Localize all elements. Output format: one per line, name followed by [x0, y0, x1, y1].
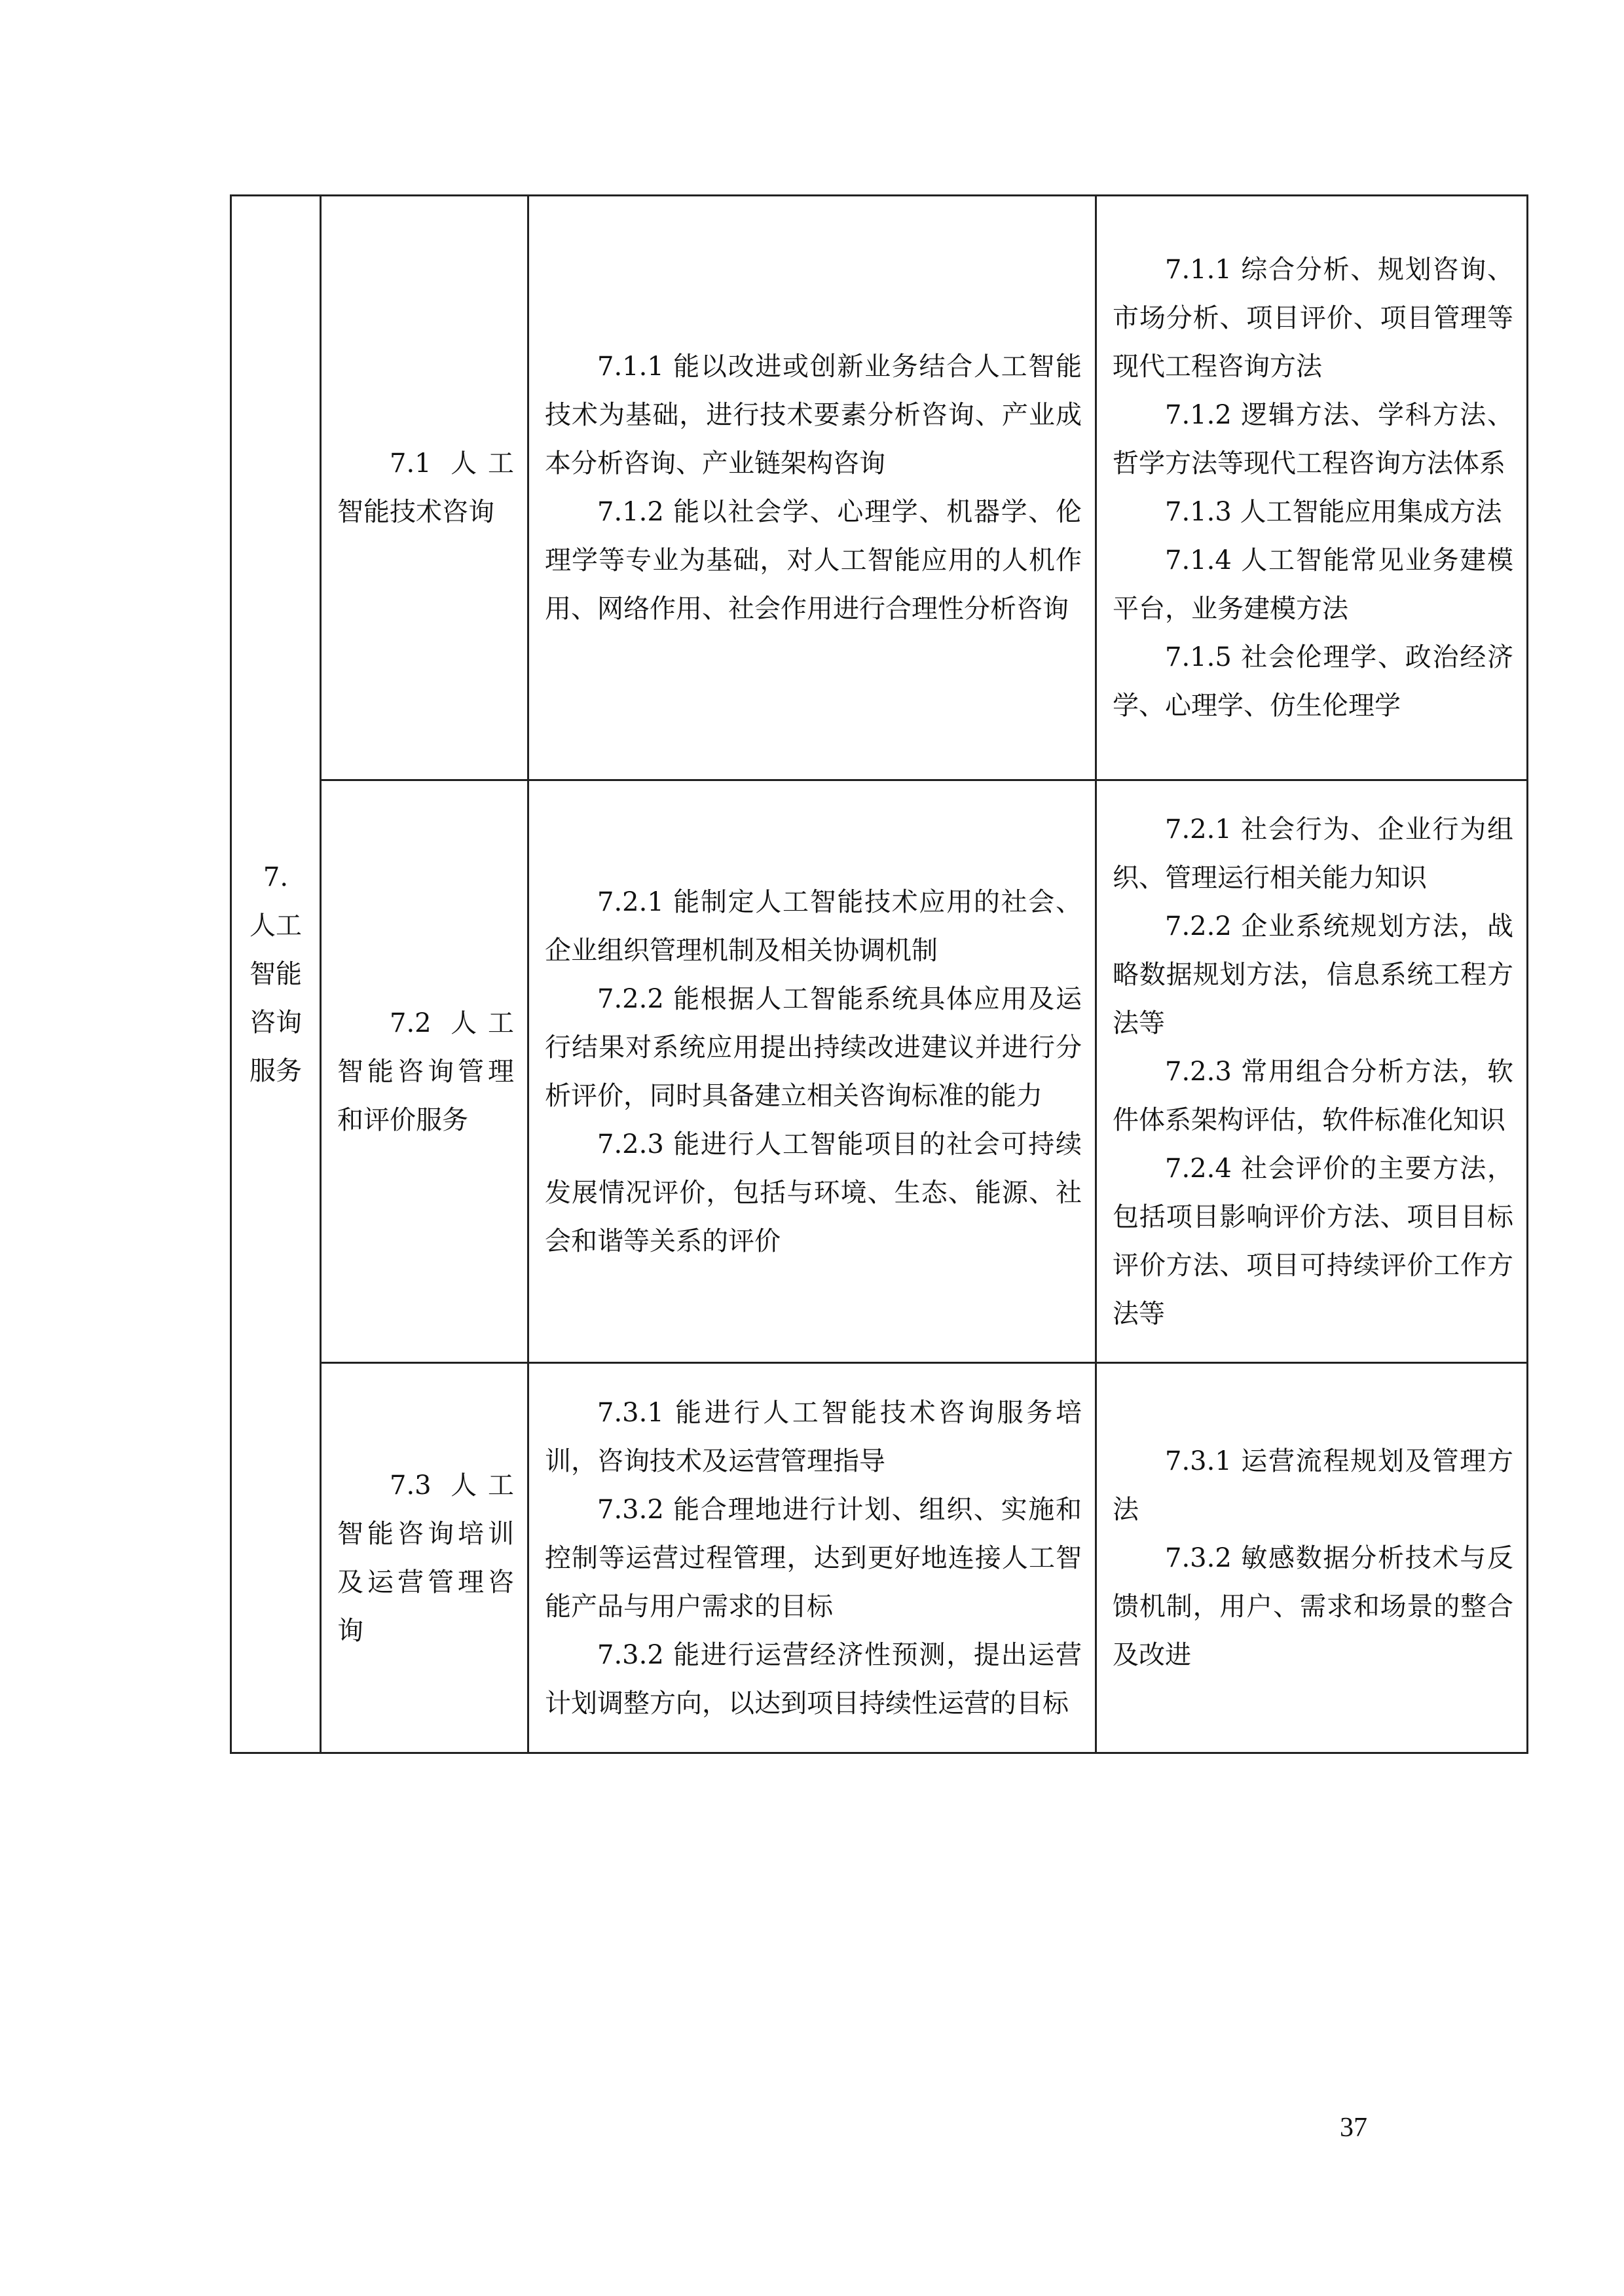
- knowledge-item: 7.2.1 社会行为、企业行为组织、管理运行相关能力知识: [1113, 814, 1513, 893]
- section-line: 7.: [263, 862, 289, 892]
- knowledge-item: 7.1.3 人工智能应用集成方法: [1165, 497, 1502, 527]
- section-line: 服务: [249, 1056, 302, 1086]
- skills-cell: [528, 196, 1096, 780]
- skill-item: 7.1.1 能以改进或创新业务结合人工智能技术为基础，进行技术要素分析咨询、产业成本分析咨询、产业链架构咨询: [545, 352, 1082, 479]
- table-row: [231, 780, 1528, 1363]
- subsection-title: 7.3 人工智能咨询培训及运营管理咨询: [337, 1470, 514, 1646]
- section-line: 智能: [249, 959, 302, 989]
- skill-item: 7.2.2 能根据人工智能系统具体应用及运行结果对系统应用提出持续改进建议并进行分析评价，同时具备建立相关咨询标准的能力: [545, 983, 1082, 1111]
- knowledge-item: 7.2.3 常用组合分析方法，软件体系架构评估，软件标准化知识: [1113, 1056, 1513, 1135]
- knowledge-cell: [1096, 1363, 1528, 1753]
- section-line: 人工: [249, 911, 302, 941]
- knowledge-item: 7.2.2 企业系统规划方法，战略数据规划方法，信息系统工程方法等: [1113, 911, 1513, 1038]
- knowledge-item: 7.3.1 运营流程规划及管理方法: [1113, 1446, 1513, 1525]
- subsection-title: 7.1 人工智能技术咨询: [337, 448, 514, 527]
- page-number: 37: [1340, 2113, 1367, 2143]
- skill-item: 7.3.1 能进行人工智能技术咨询服务培训，咨询技术及运营管理指导: [545, 1397, 1082, 1476]
- knowledge-item: 7.1.5 社会伦理学、政治经济学、心理学、仿生伦理学: [1113, 642, 1513, 721]
- knowledge-item: 7.1.1 综合分析、规划咨询、市场分析、项目评价、项目管理等现代工程咨询方法: [1113, 255, 1513, 382]
- subsection-cell: [321, 1363, 528, 1753]
- knowledge-item: 7.1.4 人工智能常见业务建模平台，业务建模方法: [1113, 545, 1513, 624]
- skill-item: 7.3.2 能合理地进行计划、组织、实施和控制等运营过程管理，达到更好地连接人工智能产品与用户需求的目标: [545, 1494, 1082, 1622]
- skills-cell: [528, 780, 1096, 1363]
- subsection-cell: [321, 196, 528, 780]
- knowledge-item: 7.2.4 社会评价的主要方法，包括项目影响评价方法、项目目标评价方法、项目可持续评价工作方法等: [1113, 1153, 1513, 1329]
- skill-item: 7.2.1 能制定人工智能技术应用的社会、企业组织管理机制及相关协调机制: [545, 886, 1082, 966]
- knowledge-cell: [1096, 196, 1528, 780]
- section-line: 咨询: [249, 1008, 302, 1038]
- skill-item: 7.2.3 能进行人工智能项目的社会可持续发展情况评价，包括与环境、生态、能源、社会和谐等关系的评价: [545, 1129, 1082, 1256]
- subsection-cell: [321, 780, 528, 1363]
- knowledge-item: 7.3.2 敏感数据分析技术与反馈机制，用户、需求和场景的整合及改进: [1113, 1542, 1513, 1670]
- section-cell: [231, 196, 321, 1753]
- knowledge-cell: [1096, 780, 1528, 1363]
- skill-item: 7.1.2 能以社会学、心理学、机器学、伦理学等专业为基础，对人工智能应用的人机作用、网络作用、社会作用进行合理性分析咨询: [545, 497, 1082, 624]
- table-row: [231, 1363, 1528, 1753]
- subsection-title: 7.2 人工智能咨询管理和评价服务: [337, 1008, 514, 1135]
- competency-table: [230, 194, 1528, 1754]
- skills-cell: [528, 1363, 1096, 1753]
- table-row: [231, 196, 1528, 780]
- knowledge-item: 7.1.2 逻辑方法、学科方法、哲学方法等现代工程咨询方法体系: [1113, 400, 1513, 479]
- skill-item: 7.3.2 能进行运营经济性预测，提出运营计划调整方向，以达到项目持续性运营的目标: [545, 1639, 1082, 1719]
